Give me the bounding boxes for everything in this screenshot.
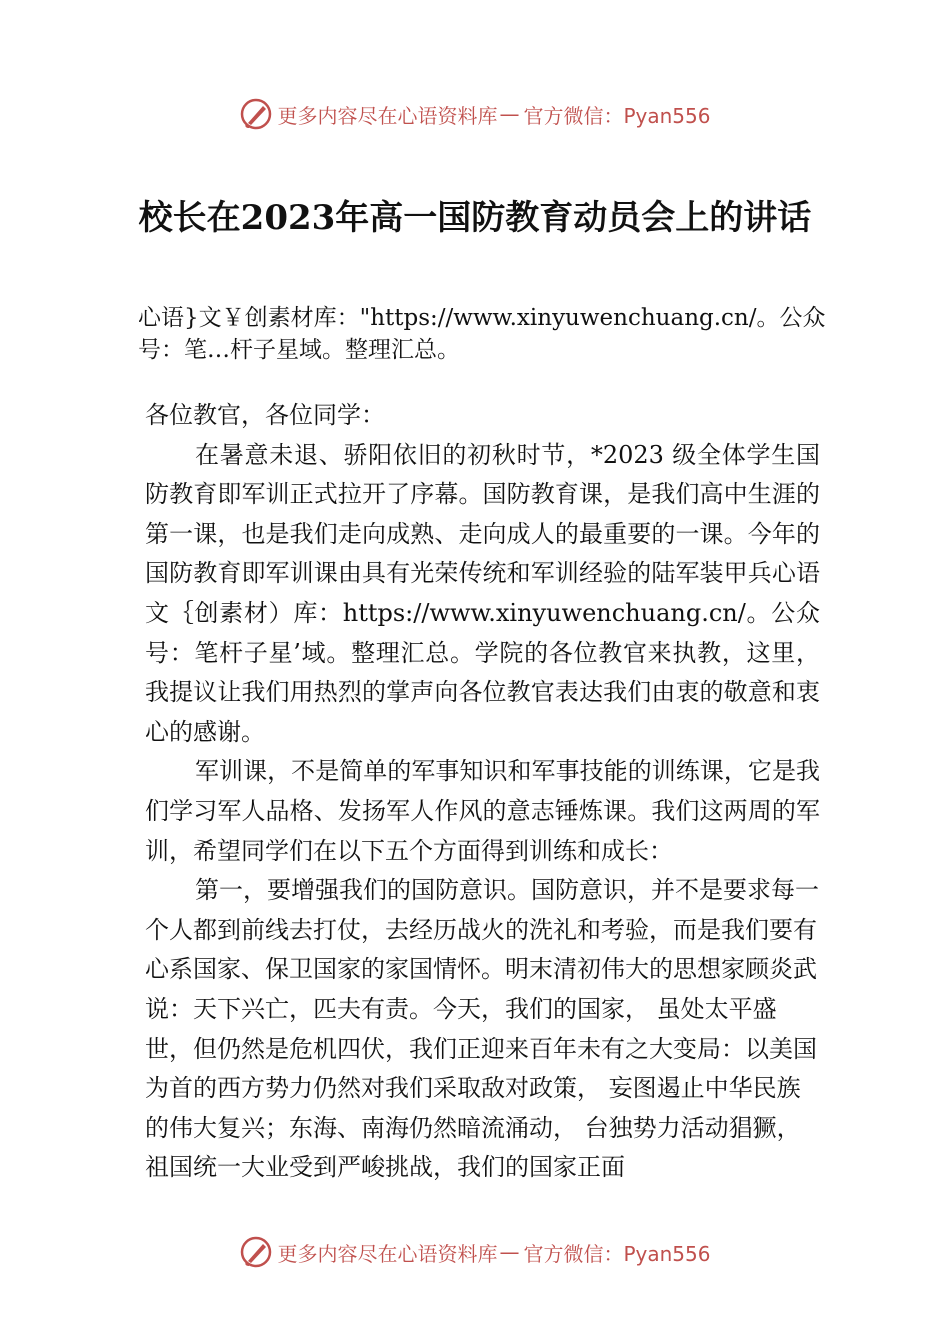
banner-separator: — (499, 1240, 520, 1264)
banner-wechat: 官方微信：Pyan556 (523, 103, 711, 128)
paragraph: 军训课，不是简单的军事知识和军事技能的训练课，它是我们学习军人品格、发扬军人作风的意志锤炼课。我们这两周的军训，希望同学们在以下五个方面得到训练和成长： (145, 757, 820, 865)
brush-logo-icon (239, 97, 273, 131)
salutation: 各位教官，各位同学： (145, 401, 385, 429)
header-banner (0, 94, 950, 134)
source-note: 心语}文￥创素材库："https://www.xinyuwenchuang.cn/。公众号：笔…杆子星域。整理汇总。 (138, 305, 826, 363)
document-body (145, 396, 820, 1188)
footer-banner (0, 1232, 950, 1272)
paragraph: 在暑意未退、骄阳依旧的初秋时节，*2023 级全体学生国防教育即军训正式拉开了序幕。国防教育课，是我们高中生涯的第一课，也是我们走向成熟、走向成人的最重要的一课。今年的国防教育即军训课由具有光荣传统和军训经验的陆军装甲兵心语文｛创素材）库：https://www.xinyuwenchuang.cn/。公众号：笔杆子星’域。整理汇总。学院的各位教官来执教，这里，我提议让我们用热烈的掌声向各位教官表达我们由衷的敬意和衷心的感谢。 (145, 440, 820, 746)
paragraph: 第一，要增强我们的国防意识。国防意识，并不是要求每一个人都到前线去打仗，去经历战火的洗礼和考验，而是我们要有心系国家、保卫国家的家国情怀。明末清初伟大的思想家顾炎武说：天下兴亡，匹夫有责。今天，我们的国家， 虽处太平盛世，但仍然是危机四伏，我们正迎来百年未有之大变局：以美国为首的西方势力仍然对我们采取敌对政策， 妄图遏止中华民族的伟大复兴；东海、南海仍然暗流涌动， 台独势力活动猖獗，祖国统一大业受到严峻挑战，我们的国家正面 (145, 876, 819, 1182)
brush-logo-icon (239, 1235, 273, 1269)
banner-wechat: 官方微信：Pyan556 (523, 1241, 711, 1266)
banner-text: 更多内容尽在心语资料库 (277, 1241, 498, 1266)
banner-text: 更多内容尽在心语资料库 (277, 103, 498, 128)
document-title: 校长在2023年高一国防教育动员会上的讲话 (138, 198, 812, 238)
banner-separator: — (499, 102, 520, 126)
